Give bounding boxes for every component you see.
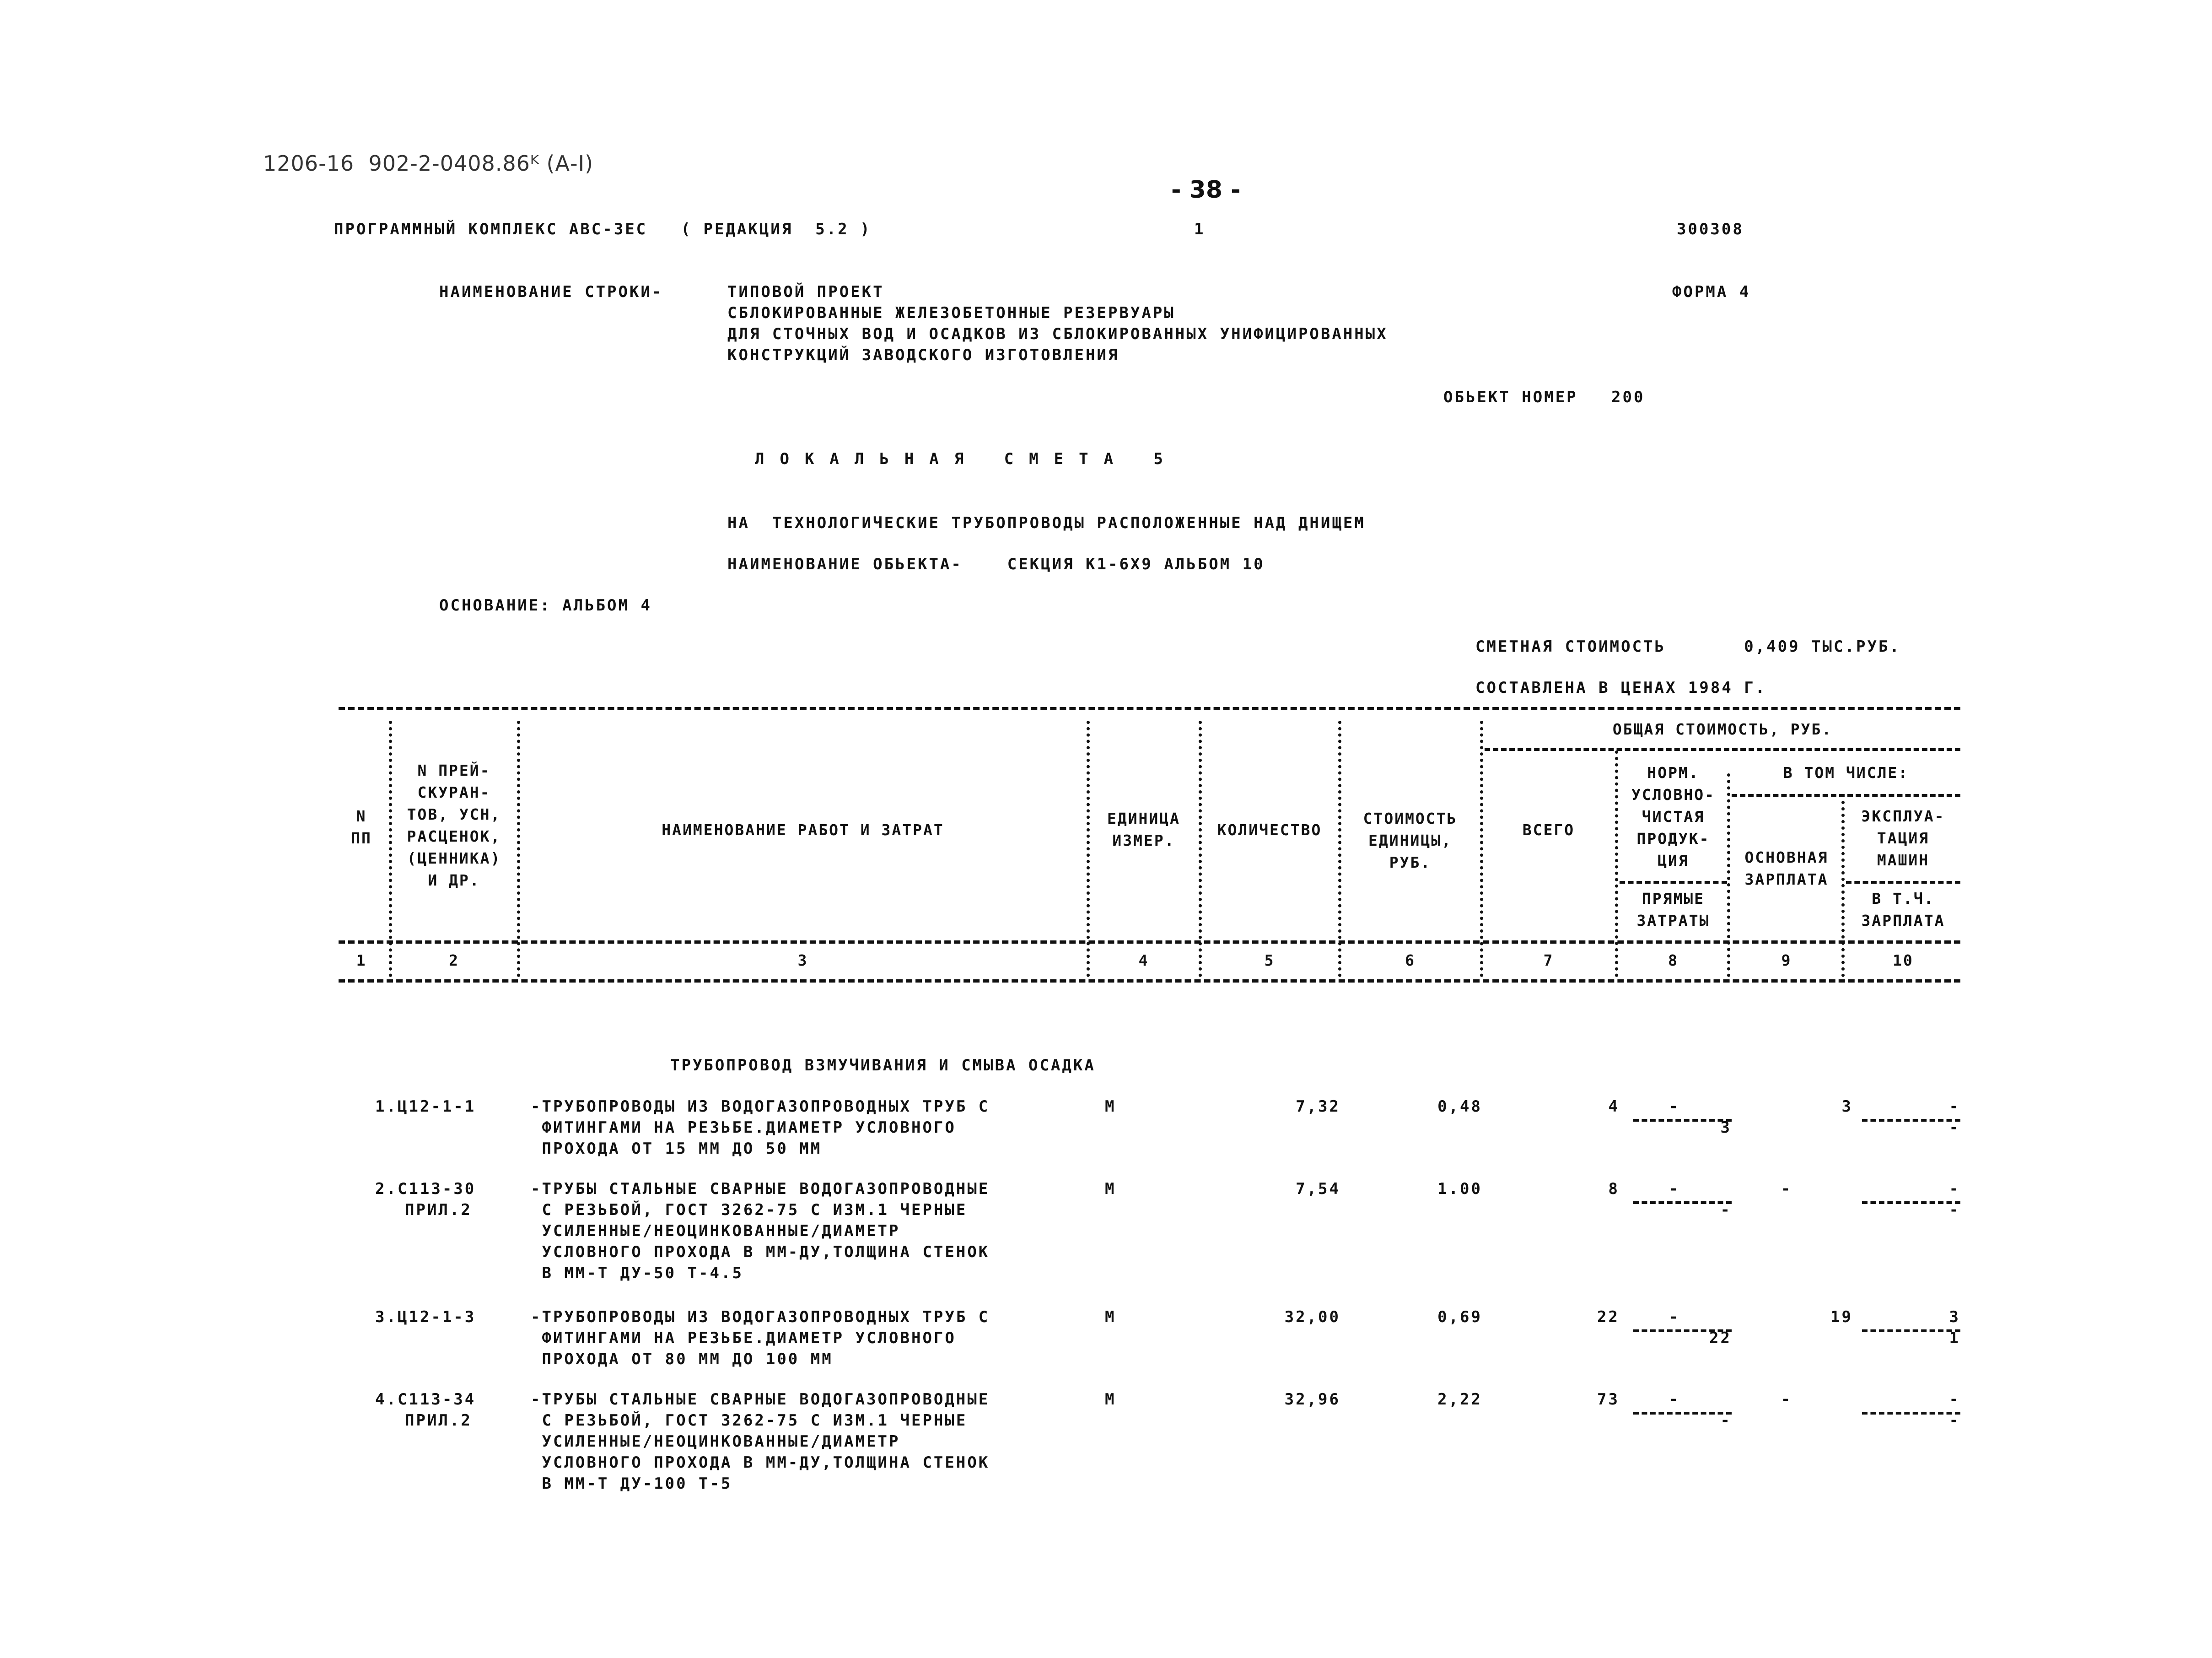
row-code: 2.С113-30 xyxy=(375,1180,476,1198)
code-number: 300308 xyxy=(1677,220,1744,238)
header-col-qty: КОЛИЧЕСТВО xyxy=(1217,821,1322,839)
project-description xyxy=(727,281,1388,366)
header-direct: ПРЯМЫЕ ЗАТРАТЫ xyxy=(1636,890,1710,929)
col-separator xyxy=(1199,721,1202,977)
col-separator xyxy=(1727,773,1730,977)
header-col-name: НАИМЕНОВАНИЕ РАБОТ И ЗАТРАТ xyxy=(662,821,944,839)
col-number: 10 xyxy=(1893,951,1914,969)
row-direct-top: - xyxy=(1668,1308,1680,1326)
row-machines-top: 3 xyxy=(1949,1308,1960,1326)
row-total: 4 xyxy=(1608,1097,1620,1116)
row-direct-bottom: 22 xyxy=(1709,1329,1732,1347)
row-machines-top: - xyxy=(1949,1390,1960,1409)
row-name: -ТРУБОПРОВОДЫ ИЗ ВОДОГАЗОПРОВОДНЫХ ТРУБ С ФИТИНГАМИ НА РЕЗЬБЕ.ДИАМЕТР УСЛОВНОГО ПРОХОДА ОТ 15 ММ ДО 50 ММ xyxy=(531,1097,990,1158)
prices-year: СОСТАВЛЕНА В ЦЕНАХ 1984 Г. xyxy=(1475,679,1767,697)
row-machines-top: - xyxy=(1949,1180,1960,1198)
col-number: 1 xyxy=(356,951,367,969)
estimated-cost: СМЕТНАЯ СТОИМОСТЬ 0,409 ТЫС.РУБ. xyxy=(1475,637,1901,656)
project-line: КОНСТРУКЦИЙ ЗАВОДСКОГО ИЗГОТОВЛЕНИЯ xyxy=(727,346,1119,364)
row-total: 8 xyxy=(1608,1180,1620,1198)
col-separator xyxy=(1841,801,1845,977)
row-direct-bottom: - xyxy=(1720,1201,1732,1219)
row-quantity: 32,96 xyxy=(1284,1390,1340,1409)
header-norm: НОРМ. УСЛОВНО- ЧИСТАЯ ПРОДУК- ЦИЯ xyxy=(1631,764,1715,870)
sub-rule xyxy=(1485,748,1960,751)
row-unit-price: 2,22 xyxy=(1437,1390,1482,1409)
sub-rule xyxy=(1846,881,1960,884)
sub-rule xyxy=(1732,794,1960,797)
sheet-number: 1 xyxy=(1194,220,1206,238)
header-total-cost: ОБЩАЯ СТОИМОСТЬ, РУБ. xyxy=(1612,720,1833,738)
row-quantity: 7,54 xyxy=(1296,1180,1340,1198)
row-machines: 19 xyxy=(1830,1308,1853,1326)
row-code: 4.С113-34 xyxy=(375,1390,476,1409)
row-total: 22 xyxy=(1597,1308,1620,1326)
col-separator xyxy=(1087,721,1090,977)
row-machines-top: - xyxy=(1949,1097,1960,1116)
header-bottom-rule xyxy=(339,940,1960,944)
col-separator xyxy=(1338,721,1341,977)
row-name: -ТРУБЫ СТАЛЬНЫЕ СВАРНЫЕ ВОДОГАЗОПРОВОДНЫЕ С РЕЗЬБОЙ, ГОСТ 3262-75 С ИЗМ.1 ЧЕРНЫЕ УСИЛЕННЫЕ/НЕОЦИНКОВАННЫЕ/ДИАМЕТР УСЛОВНОГО ПРОХОДА В ММ-ДУ,ТОЛЩИНА СТЕНОК В ММ-Т ДУ-50 Т-4.5 xyxy=(531,1180,990,1282)
object-number: ОБЬЕКТ НОМЕР 200 xyxy=(1443,388,1645,406)
col-number: 5 xyxy=(1264,951,1275,969)
row-unit-price: 1.00 xyxy=(1437,1180,1482,1198)
row-machines-salary: - xyxy=(1949,1118,1960,1137)
row-unit: М xyxy=(1105,1308,1116,1326)
col-number: 9 xyxy=(1781,951,1792,969)
col-number: 6 xyxy=(1405,951,1415,969)
col-number: 2 xyxy=(449,951,459,969)
row-direct-bottom: 3 xyxy=(1720,1118,1732,1137)
object-name: НАИМЕНОВАНИЕ ОБЬЕКТА- СЕКЦИЯ К1-6Х9 АЛЬБОМ 10 xyxy=(727,555,1265,573)
project-line: ДЛЯ СТОЧНЫХ ВОД И ОСАДКОВ ИЗ СБЛОКИРОВАННЫХ УНИФИЦИРОВАННЫХ xyxy=(727,325,1388,343)
row-direct-top: - xyxy=(1668,1180,1680,1198)
row-total: 73 xyxy=(1597,1390,1620,1409)
row-code-appendix: ПРИЛ.2 xyxy=(405,1201,472,1219)
row-unit-price: 0,69 xyxy=(1437,1308,1482,1326)
program-line: ПРОГРАММНЫЙ КОМПЛЕКС АВС-3ЕС ( РЕДАКЦИЯ 5.2 ) xyxy=(334,220,872,238)
row-unit: М xyxy=(1105,1097,1116,1116)
header-base-salary: ОСНОВНАЯ ЗАРПЛАТА xyxy=(1744,848,1829,888)
row-code: 1.Ц12-1-1 xyxy=(375,1097,476,1116)
header-incl-salary: В Т.Ч. ЗАРПЛАТА xyxy=(1861,890,1945,929)
row-base-salary: - xyxy=(1781,1180,1792,1198)
col-number: 4 xyxy=(1138,951,1149,969)
row-unit: М xyxy=(1105,1390,1116,1409)
header-col-unit: ЕДИНИЦА ИЗМЕР. xyxy=(1107,810,1181,849)
row-machines-salary: 1 xyxy=(1949,1329,1960,1347)
project-line: СБЛОКИРОВАННЫЕ ЖЕЛЕЗОБЕТОННЫЕ РЕЗЕРВУАРЫ xyxy=(727,304,1175,322)
project-line: ТИПОВОЙ ПРОЕКТ xyxy=(727,283,884,301)
col-number: 3 xyxy=(797,951,808,969)
row-quantity: 32,00 xyxy=(1284,1308,1340,1326)
header-col-total: ВСЕГО xyxy=(1522,821,1575,839)
row-machines: 3 xyxy=(1841,1097,1853,1116)
row-code: 3.Ц12-1-3 xyxy=(375,1308,476,1326)
row-unit-price: 0,48 xyxy=(1437,1097,1482,1116)
col-separator xyxy=(1615,751,1618,977)
row-name: -ТРУБЫ СТАЛЬНЫЕ СВАРНЫЕ ВОДОГАЗОПРОВОДНЫЕ С РЕЗЬБОЙ, ГОСТ 3262-75 С ИЗМ.1 ЧЕРНЫЕ УСИЛЕННЫЕ/НЕОЦИНКОВАННЫЕ/ДИАМЕТР УСЛОВНОГО ПРОХОДА В ММ-ДУ,ТОЛЩИНА СТЕНОК В ММ-Т ДУ-100 Т-5 xyxy=(531,1390,990,1493)
col-number: 7 xyxy=(1543,951,1554,969)
estimate-subject: НА ТЕХНОЛОГИЧЕСКИЕ ТРУБОПРОВОДЫ РАСПОЛОЖЕННЫЕ НАД ДНИЩЕМ xyxy=(727,514,1366,532)
row-machines-salary: - xyxy=(1949,1411,1960,1430)
header-col-num: N ПП xyxy=(351,807,372,847)
document-code: 1206-16 902-2-0408.86ᴷ (А-I) xyxy=(263,151,594,176)
section-title: ТРУБОПРОВОД ВЗМУЧИВАНИЯ И СМЫВА ОСАДКА xyxy=(670,1056,1096,1075)
document-title: ЛОКАЛЬНАЯ СМЕТА 5 xyxy=(755,450,1179,468)
basis-label: ОСНОВАНИЕ: АЛЬБОМ 4 xyxy=(439,596,652,615)
table-top-rule xyxy=(339,707,1960,710)
col-separator xyxy=(517,721,520,977)
row-name: -ТРУБОПРОВОДЫ ИЗ ВОДОГАЗОПРОВОДНЫХ ТРУБ С ФИТИНГАМИ НА РЕЗЬБЕ.ДИАМЕТР УСЛОВНОГО ПРОХОДА ОТ 80 ММ ДО 100 ММ xyxy=(531,1308,990,1368)
col-separator xyxy=(1480,721,1483,977)
header-including: В ТОМ ЧИСЛЕ: xyxy=(1783,764,1909,782)
form-label: ФОРМА 4 xyxy=(1672,283,1751,301)
row-direct-top: - xyxy=(1668,1097,1680,1116)
row-unit: М xyxy=(1105,1180,1116,1198)
col-number: 8 xyxy=(1668,951,1679,969)
col-separator xyxy=(389,721,392,977)
row-direct-top: - xyxy=(1668,1390,1680,1409)
numbers-bottom-rule xyxy=(339,979,1960,983)
header-col-unit-price: СТОИМОСТЬ ЕДИНИЦЫ, РУБ. xyxy=(1363,810,1458,871)
page-number: - 38 - xyxy=(1171,176,1241,204)
line-name-label: НАИМЕНОВАНИЕ СТРОКИ- xyxy=(439,283,663,301)
sub-rule xyxy=(1620,881,1727,884)
row-code-appendix: ПРИЛ.2 xyxy=(405,1411,472,1430)
row-direct-bottom: - xyxy=(1720,1411,1732,1430)
header-machines: ЭКСПЛУА- ТАЦИЯ МАШИН xyxy=(1861,807,1945,869)
row-quantity: 7,32 xyxy=(1296,1097,1340,1116)
header-col-code: N ПРЕЙ- СКУРАН- ТОВ, УСН, РАСЦЕНОК, (ЦЕННИКА) И ДР. xyxy=(407,761,501,889)
row-base-salary: - xyxy=(1781,1390,1792,1409)
row-machines-salary: - xyxy=(1949,1201,1960,1219)
